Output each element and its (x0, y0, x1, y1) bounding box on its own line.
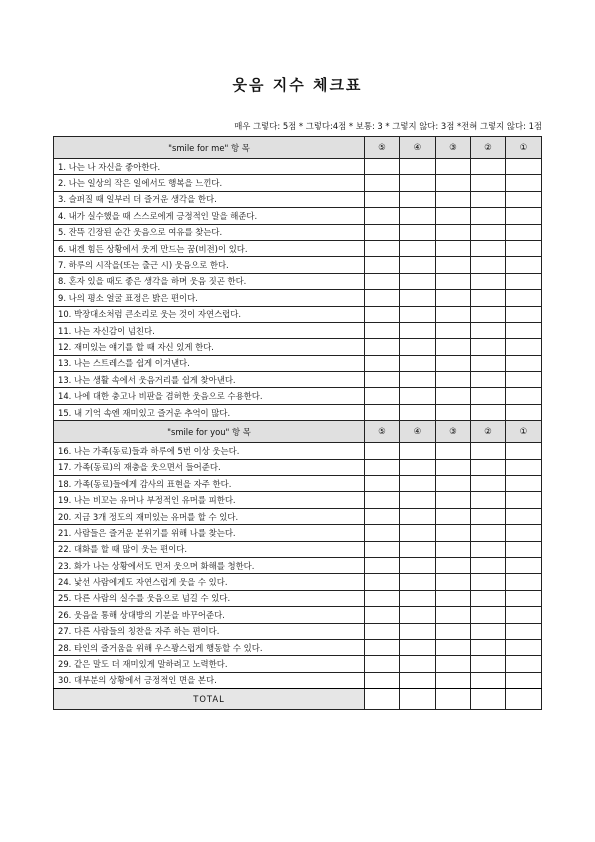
score-1-cell[interactable] (506, 191, 542, 207)
total-row (54, 689, 542, 710)
score-4-cell[interactable] (400, 208, 436, 224)
score-5-cell[interactable] (365, 492, 400, 508)
score-3-cell[interactable] (436, 590, 471, 606)
score-3-cell[interactable] (436, 306, 471, 322)
checklist-item-text: 29. 같은 말도 더 재미있게 말하려고 노력한다. (54, 656, 365, 672)
score-3-header: ③ (436, 421, 471, 443)
score-3-cell[interactable] (436, 191, 471, 207)
score-5-cell[interactable] (365, 656, 400, 672)
score-1-cell[interactable] (506, 224, 542, 240)
score-4-cell[interactable] (400, 672, 436, 688)
checklist-row (54, 290, 542, 306)
score-3-cell[interactable] (436, 508, 471, 524)
score-1-cell[interactable] (506, 388, 542, 404)
score-2-cell[interactable] (471, 240, 506, 256)
score-1-cell[interactable] (506, 273, 542, 289)
score-3-cell[interactable] (436, 623, 471, 639)
checklist-item-text: 1. 나는 나 자신을 좋아한다. (54, 159, 365, 175)
score-2-cell[interactable] (471, 273, 506, 289)
score-1-cell[interactable] (506, 372, 542, 388)
checklist-row (54, 257, 542, 273)
checklist-item-text: 8. 혼자 있을 때도 좋은 생각을 하며 웃음 짓곤 한다. (54, 273, 365, 289)
score-1-cell[interactable] (506, 541, 542, 557)
score-5-cell[interactable] (365, 476, 400, 492)
score-3-cell[interactable] (436, 355, 471, 371)
score-3-cell[interactable] (436, 492, 471, 508)
score-4-header: ④ (400, 137, 436, 159)
score-2-total-cell[interactable] (471, 689, 506, 710)
checklist-row (54, 590, 542, 606)
score-2-cell[interactable] (471, 306, 506, 322)
score-2-cell[interactable] (471, 607, 506, 623)
score-4-cell[interactable] (400, 607, 436, 623)
score-4-cell[interactable] (400, 159, 436, 175)
score-4-total-cell[interactable] (400, 689, 436, 710)
score-5-cell[interactable] (365, 290, 400, 306)
score-3-total-cell[interactable] (436, 689, 471, 710)
checklist-item-text: 13. 나는 스트레스를 쉽게 이겨낸다. (54, 355, 365, 371)
score-4-cell[interactable] (400, 273, 436, 289)
score-2-cell[interactable] (471, 459, 506, 475)
checklist-row (54, 240, 542, 256)
checklist-item-text: 28. 타인의 즐거움을 위해 우스꽝스럽게 행동할 수 있다. (54, 639, 365, 655)
score-2-cell[interactable] (471, 159, 506, 175)
checklist-row (54, 672, 542, 688)
score-4-cell[interactable] (400, 240, 436, 256)
checklist-row (54, 339, 542, 355)
score-1-cell[interactable] (506, 257, 542, 273)
checklist-row (54, 623, 542, 639)
score-5-cell[interactable] (365, 404, 400, 420)
score-2-header: ② (471, 421, 506, 443)
score-5-cell[interactable] (365, 240, 400, 256)
checklist-item-text: 23. 화가 나는 상황에서도 먼저 웃으며 화해를 청한다. (54, 557, 365, 573)
score-2-cell[interactable] (471, 372, 506, 388)
score-5-header: ⑤ (365, 137, 400, 159)
score-5-cell[interactable] (365, 273, 400, 289)
checklist-row (54, 459, 542, 475)
checklist-table (53, 136, 542, 710)
score-5-cell[interactable] (365, 339, 400, 355)
score-1-cell[interactable] (506, 492, 542, 508)
score-1-cell[interactable] (506, 656, 542, 672)
score-4-cell[interactable] (400, 355, 436, 371)
score-1-cell[interactable] (506, 639, 542, 655)
score-5-cell[interactable] (365, 224, 400, 240)
score-4-cell[interactable] (400, 557, 436, 573)
checklist-row (54, 159, 542, 175)
checklist-row (54, 306, 542, 322)
score-1-cell[interactable] (506, 672, 542, 688)
score-4-cell[interactable] (400, 224, 436, 240)
score-2-cell[interactable] (471, 322, 506, 338)
checklist-row (54, 443, 542, 459)
score-4-cell[interactable] (400, 623, 436, 639)
checklist-item-text: 10. 박장대소처럼 큰소리로 웃는 것이 자연스럽다. (54, 306, 365, 322)
score-5-cell[interactable] (365, 639, 400, 655)
score-3-cell[interactable] (436, 525, 471, 541)
checklist-row (54, 404, 542, 420)
score-3-cell[interactable] (436, 273, 471, 289)
score-5-cell[interactable] (365, 208, 400, 224)
checklist-row (54, 639, 542, 655)
score-5-cell[interactable] (365, 191, 400, 207)
score-5-cell[interactable] (365, 306, 400, 322)
score-3-cell[interactable] (436, 290, 471, 306)
checklist-row (54, 557, 542, 573)
score-4-cell[interactable] (400, 175, 436, 191)
score-2-cell[interactable] (471, 290, 506, 306)
score-3-cell[interactable] (436, 557, 471, 573)
score-3-cell[interactable] (436, 443, 471, 459)
score-4-cell[interactable] (400, 574, 436, 590)
score-4-cell[interactable] (400, 257, 436, 273)
checklist-row (54, 476, 542, 492)
score-5-cell[interactable] (365, 159, 400, 175)
checklist-row (54, 607, 542, 623)
checklist-row (54, 508, 542, 524)
checklist-row (54, 175, 542, 191)
checklist-row (54, 574, 542, 590)
score-1-cell[interactable] (506, 240, 542, 256)
score-4-cell[interactable] (400, 639, 436, 655)
score-2-cell[interactable] (471, 541, 506, 557)
page-title: 웃음 지수 체크표 (232, 76, 363, 94)
score-2-cell[interactable] (471, 388, 506, 404)
score-1-cell[interactable] (506, 590, 542, 606)
checklist-item-text: 27. 다른 사람들의 칭찬을 자주 하는 편이다. (54, 623, 365, 639)
checklist-row (54, 388, 542, 404)
score-3-cell[interactable] (436, 339, 471, 355)
section-title: "smile for me" 항 목 (54, 137, 365, 159)
checklist-item-text: 12. 재미있는 얘기를 할 때 자신 있게 한다. (54, 339, 365, 355)
score-1-cell[interactable] (506, 339, 542, 355)
checklist-item-text: 2. 나는 일상의 작은 일에서도 행복을 느낀다. (54, 175, 365, 191)
score-2-cell[interactable] (471, 557, 506, 573)
score-3-cell[interactable] (436, 159, 471, 175)
checklist-item-text: 30. 대부분의 상황에서 긍정적인 면을 본다. (54, 672, 365, 688)
score-3-cell[interactable] (436, 476, 471, 492)
score-1-cell[interactable] (506, 607, 542, 623)
score-5-cell[interactable] (365, 257, 400, 273)
score-1-cell[interactable] (506, 290, 542, 306)
score-2-cell[interactable] (471, 191, 506, 207)
checklist-row (54, 656, 542, 672)
score-5-cell[interactable] (365, 574, 400, 590)
checklist-row (54, 541, 542, 557)
score-5-cell[interactable] (365, 525, 400, 541)
score-2-cell[interactable] (471, 492, 506, 508)
checklist-item-text: 15. 내 기억 속엔 재미있고 즐거운 추억이 많다. (54, 404, 365, 420)
total-label: TOTAL (54, 689, 365, 710)
score-5-cell[interactable] (365, 508, 400, 524)
score-2-header: ② (471, 137, 506, 159)
score-5-header: ⑤ (365, 421, 400, 443)
score-5-cell[interactable] (365, 388, 400, 404)
checklist-row (54, 191, 542, 207)
score-3-cell[interactable] (436, 672, 471, 688)
score-5-cell[interactable] (365, 355, 400, 371)
score-1-cell[interactable] (506, 623, 542, 639)
score-4-cell[interactable] (400, 541, 436, 557)
score-2-cell[interactable] (471, 339, 506, 355)
score-1-cell[interactable] (506, 476, 542, 492)
score-4-cell[interactable] (400, 443, 436, 459)
score-1-cell[interactable] (506, 459, 542, 475)
score-5-cell[interactable] (365, 590, 400, 606)
score-5-cell[interactable] (365, 557, 400, 573)
score-2-cell[interactable] (471, 508, 506, 524)
score-4-cell[interactable] (400, 476, 436, 492)
score-1-cell[interactable] (506, 159, 542, 175)
score-3-cell[interactable] (436, 541, 471, 557)
checklist-item-text: 11. 나는 자신감이 넘친다. (54, 322, 365, 338)
checklist-item-text: 3. 슬퍼질 때 일부러 더 즐거운 생각을 한다. (54, 191, 365, 207)
scoring-legend: 매우 그렇다: 5점 * 그렇다:4점 * 보통: 3 * 그렇지 않다: 3점 *전혀 그렇지 않다: 1점 (234, 121, 542, 131)
score-3-cell[interactable] (436, 322, 471, 338)
score-3-cell[interactable] (436, 175, 471, 191)
score-1-header: ① (506, 137, 542, 159)
score-4-cell[interactable] (400, 322, 436, 338)
score-5-cell[interactable] (365, 607, 400, 623)
score-2-cell[interactable] (471, 672, 506, 688)
score-2-cell[interactable] (471, 639, 506, 655)
score-4-cell[interactable] (400, 339, 436, 355)
score-4-cell[interactable] (400, 508, 436, 524)
score-1-cell[interactable] (506, 208, 542, 224)
section-header (54, 421, 542, 443)
score-5-cell[interactable] (365, 541, 400, 557)
checklist-item-text: 13. 나는 생활 속에서 웃음거리를 쉽게 찾아낸다. (54, 372, 365, 388)
score-1-cell[interactable] (506, 306, 542, 322)
score-4-cell[interactable] (400, 191, 436, 207)
score-5-cell[interactable] (365, 459, 400, 475)
score-3-cell[interactable] (436, 257, 471, 273)
checklist-row (54, 372, 542, 388)
score-1-header: ① (506, 421, 542, 443)
checklist-item-text: 9. 나의 평소 얼굴 표정은 밝은 편이다. (54, 290, 365, 306)
score-4-cell[interactable] (400, 656, 436, 672)
score-3-cell[interactable] (436, 240, 471, 256)
score-3-cell[interactable] (436, 388, 471, 404)
score-2-cell[interactable] (471, 525, 506, 541)
score-4-cell[interactable] (400, 492, 436, 508)
score-4-cell[interactable] (400, 388, 436, 404)
score-1-cell[interactable] (506, 404, 542, 420)
score-2-cell[interactable] (471, 574, 506, 590)
score-1-cell[interactable] (506, 175, 542, 191)
score-5-cell[interactable] (365, 175, 400, 191)
score-4-cell[interactable] (400, 372, 436, 388)
checklist-item-text: 24. 낯선 사람에게도 자연스럽게 웃을 수 있다. (54, 574, 365, 590)
score-2-cell[interactable] (471, 476, 506, 492)
score-2-cell[interactable] (471, 443, 506, 459)
checklist-item-text: 26. 웃음을 통해 상대방의 기분을 바꾸어준다. (54, 607, 365, 623)
checklist-item-text: 5. 잔뜩 긴장된 순간 웃음으로 여유를 찾는다. (54, 224, 365, 240)
score-2-cell[interactable] (471, 404, 506, 420)
checklist-item-text: 4. 내가 실수했을 때 스스로에게 긍정적인 말을 해준다. (54, 208, 365, 224)
score-1-cell[interactable] (506, 322, 542, 338)
section-header (54, 137, 542, 159)
checklist-item-text: 25. 다른 사람의 실수를 웃음으로 넘길 수 있다. (54, 590, 365, 606)
checklist-item-text: 17. 가족(동료)의 재충을 웃으면서 들어준다. (54, 459, 365, 475)
score-2-cell[interactable] (471, 355, 506, 371)
checklist-row (54, 492, 542, 508)
score-1-cell[interactable] (506, 355, 542, 371)
checklist-item-text: 19. 나는 비꼬는 유머나 부정적인 유머를 피한다. (54, 492, 365, 508)
score-4-cell[interactable] (400, 290, 436, 306)
checklist-row (54, 355, 542, 371)
score-3-cell[interactable] (436, 459, 471, 475)
checklist-row (54, 224, 542, 240)
score-4-cell[interactable] (400, 590, 436, 606)
score-3-cell[interactable] (436, 574, 471, 590)
score-4-cell[interactable] (400, 404, 436, 420)
score-2-cell[interactable] (471, 590, 506, 606)
score-2-cell[interactable] (471, 208, 506, 224)
score-4-header: ④ (400, 421, 436, 443)
checklist-item-text: 6. 내겐 힘든 상황에서 웃게 만드는 꿈(비전)이 있다. (54, 240, 365, 256)
score-3-cell[interactable] (436, 208, 471, 224)
checklist-item-text: 14. 나에 대한 충고나 비판을 겸허한 웃음으로 수용한다. (54, 388, 365, 404)
checklist-item-text: 18. 가족(동료)들에게 감사의 표현을 자주 한다. (54, 476, 365, 492)
score-1-cell[interactable] (506, 443, 542, 459)
section-title: "smile for you" 항 목 (54, 421, 365, 443)
score-3-cell[interactable] (436, 607, 471, 623)
score-1-cell[interactable] (506, 557, 542, 573)
score-3-cell[interactable] (436, 224, 471, 240)
checklist-item-text: 20. 지금 3개 정도의 재미있는 유머를 할 수 있다. (54, 508, 365, 524)
checklist-item-text: 21. 사람들은 즐거운 분위기를 위해 나를 찾는다. (54, 525, 365, 541)
score-4-cell[interactable] (400, 306, 436, 322)
checklist-item-text: 16. 나는 가족(동료)들과 하루에 5번 이상 웃는다. (54, 443, 365, 459)
score-2-cell[interactable] (471, 656, 506, 672)
checklist-item-text: 22. 대화를 할 때 많이 웃는 편이다. (54, 541, 365, 557)
score-1-cell[interactable] (506, 525, 542, 541)
score-5-cell[interactable] (365, 372, 400, 388)
checklist-row (54, 273, 542, 289)
score-5-total-cell[interactable] (365, 689, 400, 710)
score-2-cell[interactable] (471, 623, 506, 639)
score-4-cell[interactable] (400, 459, 436, 475)
score-2-cell[interactable] (471, 257, 506, 273)
score-5-cell[interactable] (365, 322, 400, 338)
score-3-cell[interactable] (436, 372, 471, 388)
score-5-cell[interactable] (365, 443, 400, 459)
score-3-cell[interactable] (436, 404, 471, 420)
checklist-row (54, 322, 542, 338)
score-1-total-cell[interactable] (506, 689, 542, 710)
checklist-row (54, 525, 542, 541)
checklist-item-text: 7. 하루의 시작을(또는 출근 시) 웃음으로 한다. (54, 257, 365, 273)
score-5-cell[interactable] (365, 623, 400, 639)
score-3-cell[interactable] (436, 656, 471, 672)
score-2-cell[interactable] (471, 175, 506, 191)
score-3-cell[interactable] (436, 639, 471, 655)
score-1-cell[interactable] (506, 574, 542, 590)
score-1-cell[interactable] (506, 508, 542, 524)
score-4-cell[interactable] (400, 525, 436, 541)
score-2-cell[interactable] (471, 224, 506, 240)
checklist-row (54, 208, 542, 224)
score-3-header: ③ (436, 137, 471, 159)
score-5-cell[interactable] (365, 672, 400, 688)
